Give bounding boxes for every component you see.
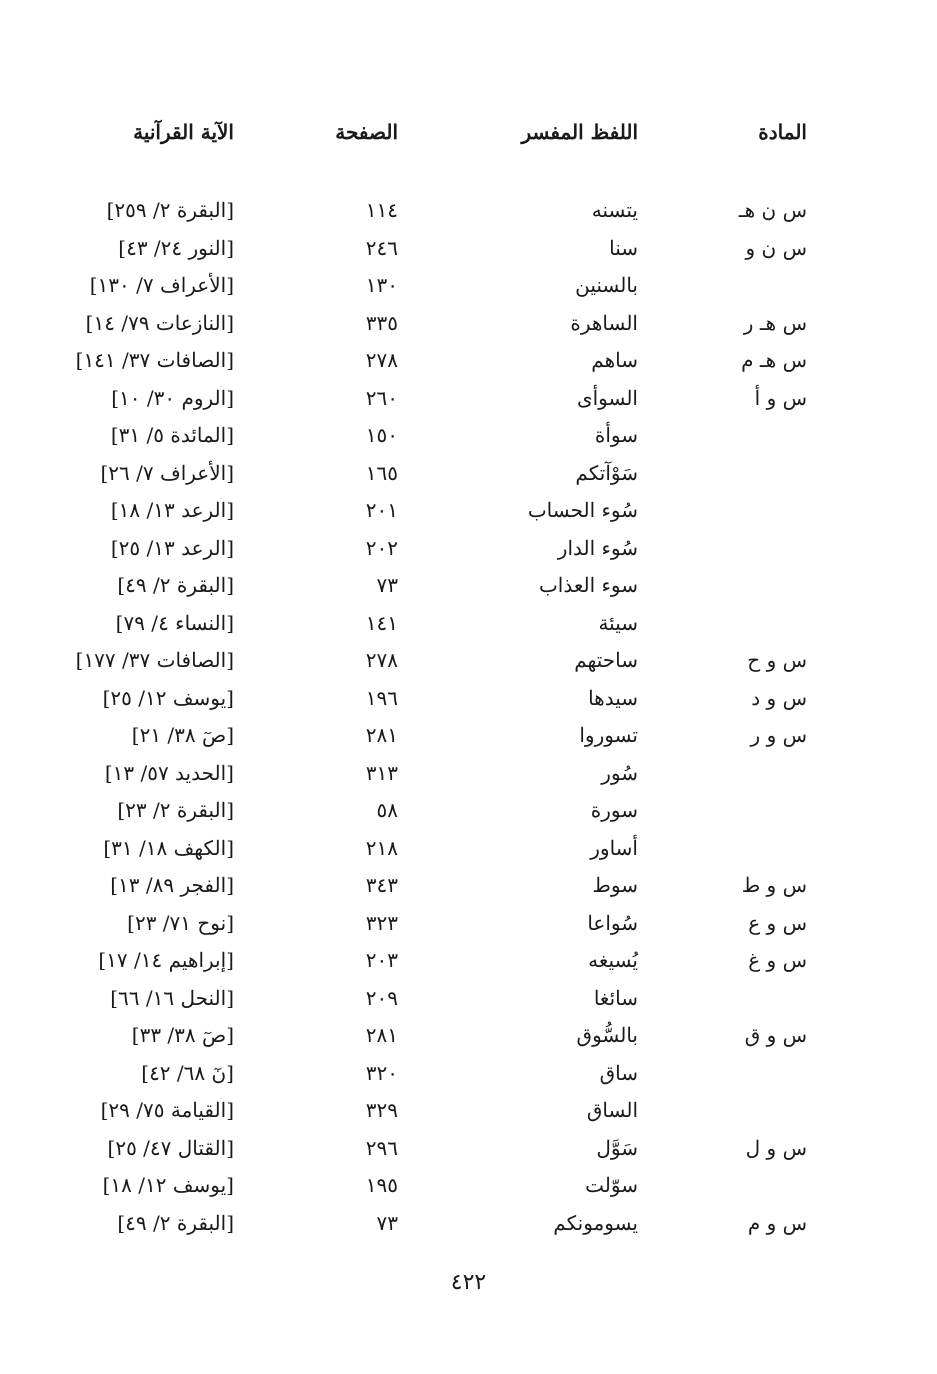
row-root: س و ق: [744, 1023, 807, 1047]
row-word: يُسيغه: [588, 948, 638, 972]
row-verse-ref: [الكهف ١٨/ ٣١]: [103, 836, 234, 860]
row-word: سوط: [592, 873, 638, 897]
row-verse-ref: [النور ٢٤/ ٤٣]: [118, 236, 234, 260]
row-page-number: ١٥٠: [365, 423, 398, 447]
row-verse-ref: [البقرة ٢/ ٢٣]: [117, 798, 234, 822]
row-page-number: ٢٠٣: [365, 948, 398, 972]
row-page-number: ١٦٥: [365, 461, 398, 485]
header-word: اللفظ المفسر: [521, 120, 638, 144]
row-page-number: ٣٤٣: [365, 873, 398, 897]
row-page-number: ٣٣٥: [365, 311, 398, 335]
row-verse-ref: [يوسف ١٢/ ٢٥]: [102, 686, 234, 710]
header-page: الصفحة: [335, 120, 398, 144]
row-root: س و غ: [748, 948, 807, 972]
row-word: سُواعا: [587, 911, 638, 935]
row-verse-ref: [الأعراف ٧/ ١٣٠]: [89, 273, 234, 297]
row-page-number: ١١٤: [365, 198, 398, 222]
row-root: س و أ: [754, 386, 807, 410]
row-page-number: ١٩٥: [365, 1173, 398, 1197]
row-page-number: ٢٦٠: [365, 386, 398, 410]
row-verse-ref: [الصافات ٣٧/ ١٤١]: [75, 348, 234, 372]
row-verse-ref: [القتال ٤٧/ ٢٥]: [107, 1136, 234, 1160]
row-verse-ref: [صٓ ٣٨/ ٢١]: [131, 723, 234, 747]
row-root: س و ح: [747, 648, 807, 672]
row-root: س هـ م: [741, 348, 807, 372]
row-word: سوأة: [594, 423, 638, 447]
row-word: سائغا: [593, 986, 638, 1010]
row-word: الساق: [586, 1098, 638, 1122]
row-verse-ref: [البقرة ٢/ ٤٩]: [117, 1211, 234, 1235]
row-word: ساق: [599, 1061, 638, 1085]
row-verse-ref: [الرعد ١٣/ ١٨]: [110, 498, 234, 522]
row-verse-ref: [النساء ٤/ ٧٩]: [115, 611, 234, 635]
row-word: سيدها: [588, 686, 638, 710]
row-word: يسومونكم: [553, 1211, 638, 1235]
row-page-number: ١٣٠: [365, 273, 398, 297]
row-word: سنا: [609, 236, 638, 260]
row-page-number: ٢٧٨: [365, 648, 398, 672]
row-root: س و ع: [748, 911, 807, 935]
row-page-number: ٢٨١: [365, 723, 398, 747]
row-page-number: ٢٧٨: [365, 348, 398, 372]
row-page-number: ٥٨: [376, 798, 398, 822]
row-verse-ref: [الرعد ١٣/ ٢٥]: [110, 536, 234, 560]
row-root: س و د: [751, 686, 807, 710]
row-verse-ref: [نوح ٧١/ ٢٣]: [127, 911, 234, 935]
row-root: س هـ ر: [743, 311, 807, 335]
row-page-number: ٢٤٦: [365, 236, 398, 260]
row-word: سوّلت: [585, 1173, 638, 1197]
row-root: س و ر: [750, 723, 807, 747]
row-word: سيئة: [598, 611, 638, 635]
row-verse-ref: [صٓ ٣٨/ ٣٣]: [131, 1023, 234, 1047]
row-word: سَوْآتكم: [575, 461, 638, 485]
row-page-number: ٢٨١: [365, 1023, 398, 1047]
row-page-number: ٢٠١: [365, 498, 398, 522]
row-page-number: ٢٠٩: [365, 986, 398, 1010]
row-verse-ref: [الروم ٣٠/ ١٠]: [111, 386, 234, 410]
row-word: سَوَّل: [596, 1136, 638, 1160]
row-word: ساهم: [591, 348, 638, 372]
page-number: ٤٢٢: [450, 1270, 487, 1295]
row-root: س و م: [747, 1211, 807, 1235]
row-verse-ref: [الفجر ٨٩/ ١٣]: [110, 873, 234, 897]
row-root: س ن و: [745, 236, 807, 260]
row-verse-ref: [الحديد ٥٧/ ١٣]: [104, 761, 234, 785]
row-word: سُوء الدار: [557, 536, 638, 560]
row-verse-ref: [القيامة ٧٥/ ٢٩]: [100, 1098, 234, 1122]
row-verse-ref: [النحل ١٦/ ٦٦]: [110, 986, 234, 1010]
row-word: ساحتهم: [574, 648, 638, 672]
row-page-number: ٣١٣: [365, 761, 398, 785]
row-verse-ref: [الصافات ٣٧/ ١٧٧]: [75, 648, 234, 672]
row-word: الساهرة: [570, 311, 638, 335]
row-page-number: ٣٢٠: [365, 1061, 398, 1085]
header-root: المادة: [758, 120, 807, 144]
row-page-number: ٢٠٢: [365, 536, 398, 560]
row-word: بالسنين: [575, 273, 638, 297]
row-page-number: ٢١٨: [365, 836, 398, 860]
row-page-number: ٣٢٩: [365, 1098, 398, 1122]
row-page-number: ٢٩٦: [365, 1136, 398, 1160]
row-verse-ref: [الأعراف ٧/ ٢٦]: [100, 461, 234, 485]
row-page-number: ١٤١: [365, 611, 398, 635]
row-word: بالسُّوق: [576, 1023, 638, 1047]
row-verse-ref: [نٓ ٦٨/ ٤٢]: [141, 1061, 234, 1085]
row-root: س و ل: [745, 1136, 807, 1160]
row-verse-ref: [إبراهيم ١٤/ ١٧]: [98, 948, 234, 972]
header-verse: الآية القرآنية: [133, 120, 234, 144]
row-verse-ref: [المائدة ٥/ ٣١]: [110, 423, 234, 447]
row-page-number: ١٩٦: [365, 686, 398, 710]
row-word: السوأى: [576, 386, 638, 410]
row-verse-ref: [البقرة ٢/ ٤٩]: [117, 573, 234, 597]
row-word: يتسنه: [591, 198, 638, 222]
row-word: أساور: [590, 836, 638, 860]
row-word: سوء العذاب: [538, 573, 638, 597]
row-verse-ref: [النازعات ٧٩/ ١٤]: [85, 311, 234, 335]
row-verse-ref: [يوسف ١٢/ ١٨]: [102, 1173, 234, 1197]
row-page-number: ٧٣: [376, 573, 398, 597]
row-word: سُور: [601, 761, 638, 785]
row-page-number: ٧٣: [376, 1211, 398, 1235]
row-page-number: ٣٢٣: [365, 911, 398, 935]
row-word: سورة: [590, 798, 638, 822]
row-word: سُوء الحساب: [527, 498, 638, 522]
row-word: تسوروا: [579, 723, 638, 747]
row-root: س ن هـ: [738, 198, 807, 222]
row-root: س و ط: [741, 873, 807, 897]
row-verse-ref: [البقرة ٢/ ٢٥٩]: [106, 198, 234, 222]
